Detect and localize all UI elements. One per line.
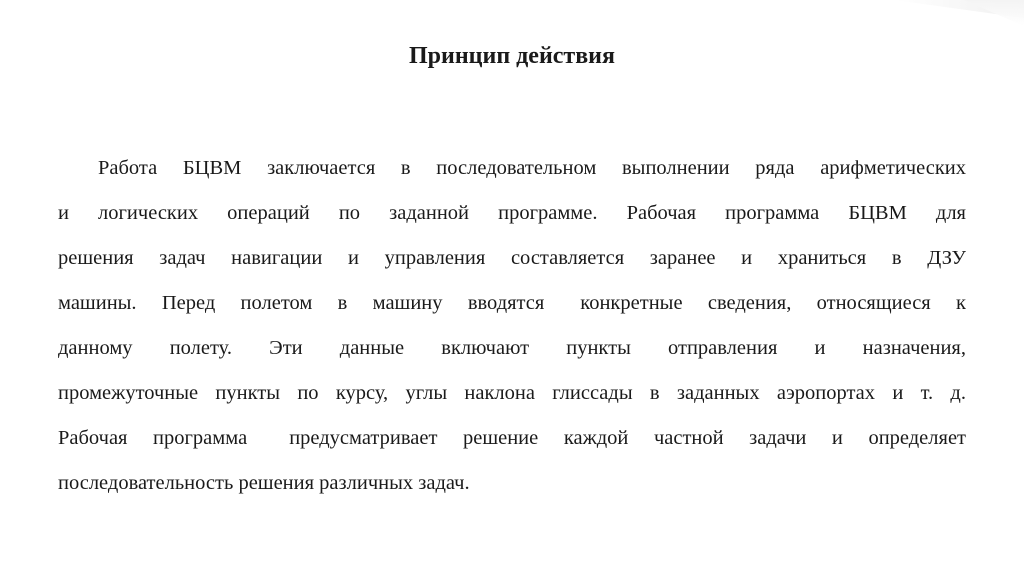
paragraph-line-5: данному полету. Эти данные включают пункты отправления и назначения, bbox=[58, 337, 966, 359]
slide-title: Принцип действия bbox=[409, 43, 615, 69]
paragraph-line-4-end: конкретные сведения, относящиеся к bbox=[580, 292, 966, 314]
paragraph-line-2: и логических операций по заданной программе. Рабочая программа БЦВМ для bbox=[58, 202, 966, 224]
paragraph-line-4-start: машины. Перед полетом в машину вводятся bbox=[58, 292, 545, 314]
page-corner-shadow bbox=[964, 0, 1024, 26]
paragraph-line-7-end: предусматривает решение каждой частной задачи и определяет bbox=[289, 427, 966, 449]
paragraph-line-1: Работа БЦВМ заключается в последовательном выполнении ряда арифметических bbox=[98, 157, 966, 179]
body-paragraph bbox=[58, 146, 966, 506]
paragraph-line-6: промежуточные пункты по курсу, углы наклона глиссады в заданных аэропортах и т. д. bbox=[58, 382, 966, 404]
paragraph-line-7-start: Рабочая программа bbox=[58, 427, 248, 449]
paragraph-line-4 bbox=[58, 281, 966, 326]
paragraph-line-7 bbox=[58, 416, 966, 461]
paragraph-line-8: последовательность решения различных задач. bbox=[58, 472, 470, 494]
paragraph-line-3: решения задач навигации и управления составляется заранее и храниться в ДЗУ bbox=[58, 247, 966, 269]
